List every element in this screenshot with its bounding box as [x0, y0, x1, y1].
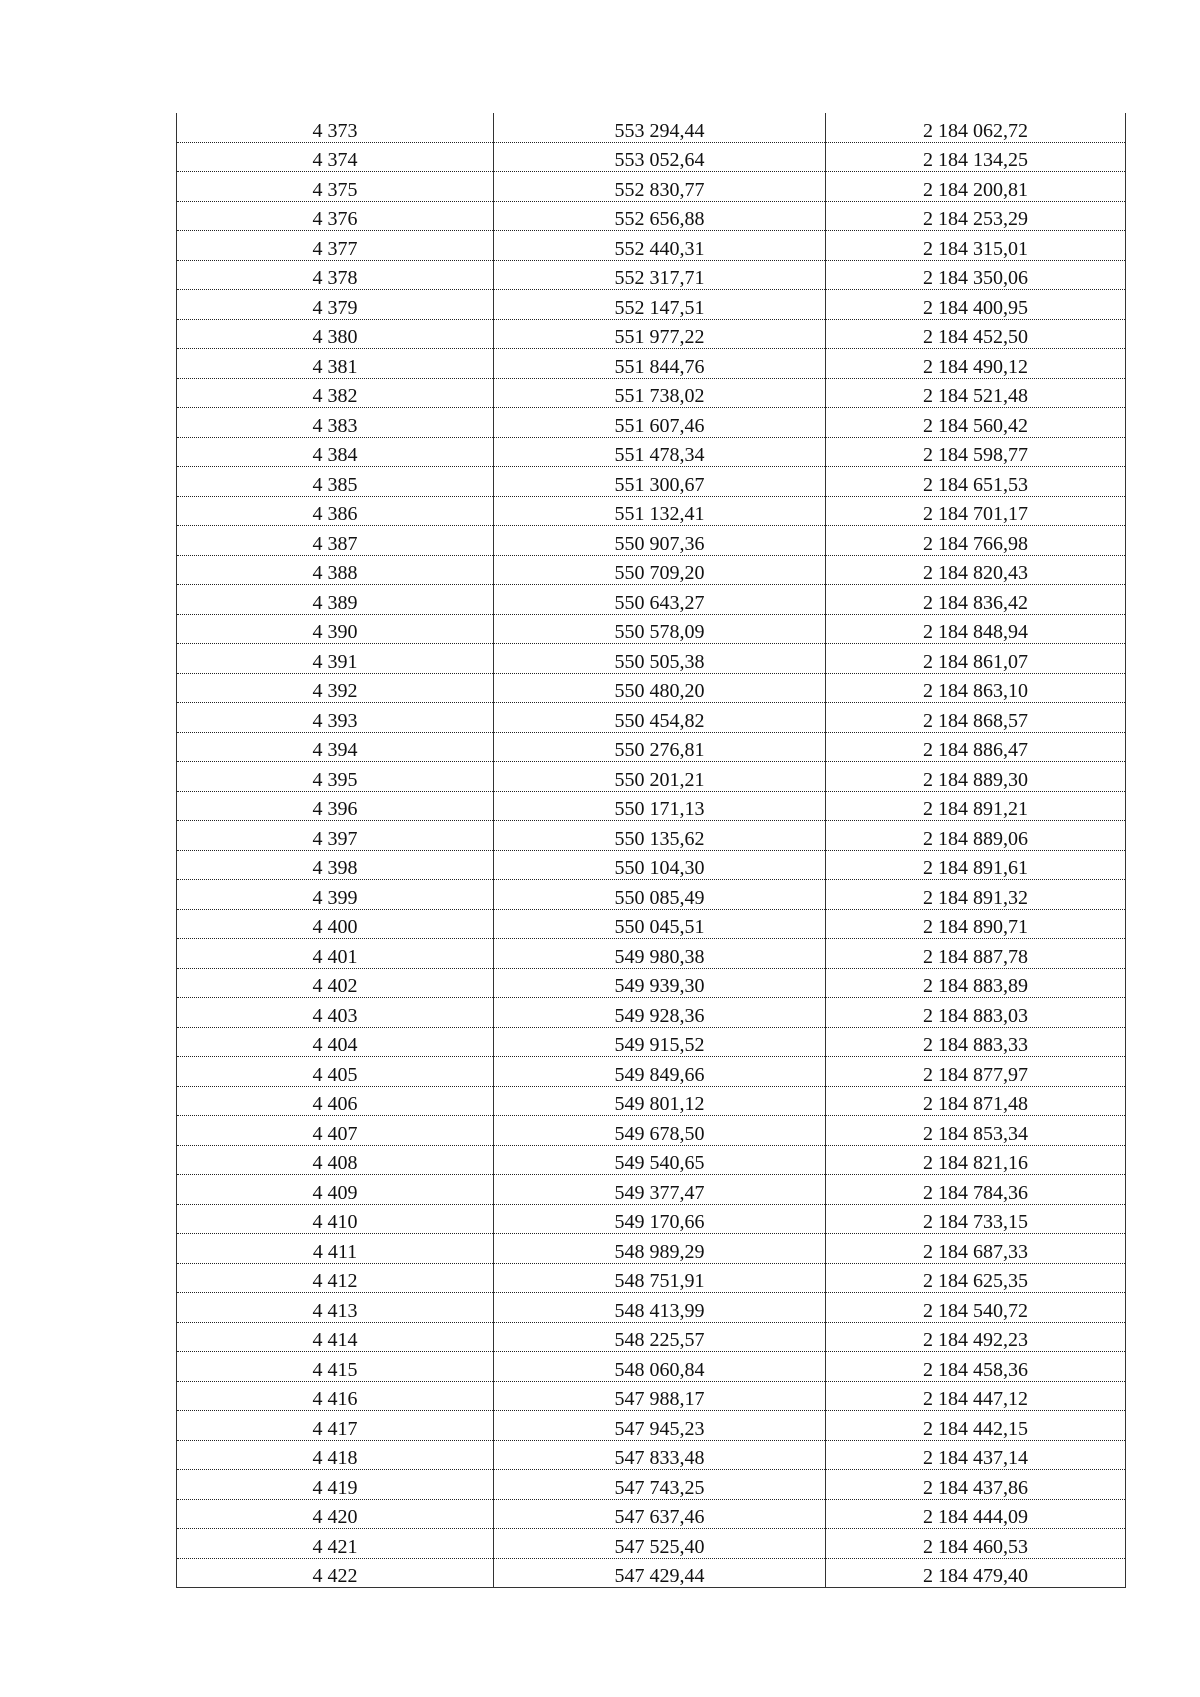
y-coordinate-cell: 2 184 889,06	[826, 821, 1126, 851]
table-row	[177, 762, 1126, 792]
y-coordinate-cell: 2 184 766,98	[826, 526, 1126, 556]
x-coordinate-cell: 553 052,64	[494, 142, 826, 172]
x-coordinate-cell: 548 060,84	[494, 1352, 826, 1382]
x-coordinate-cell: 549 801,12	[494, 1086, 826, 1116]
point-number-cell: 4 406	[177, 1086, 494, 1116]
x-coordinate-cell: 550 201,21	[494, 762, 826, 792]
y-coordinate-cell: 2 184 877,97	[826, 1057, 1126, 1087]
point-number-cell: 4 388	[177, 555, 494, 585]
y-coordinate-cell: 2 184 651,53	[826, 467, 1126, 497]
x-coordinate-cell: 552 656,88	[494, 201, 826, 231]
y-coordinate-cell: 2 184 883,33	[826, 1027, 1126, 1057]
point-number-cell: 4 403	[177, 998, 494, 1028]
x-coordinate-cell: 550 480,20	[494, 673, 826, 703]
point-number-cell: 4 413	[177, 1293, 494, 1323]
y-coordinate-cell: 2 184 836,42	[826, 585, 1126, 615]
x-coordinate-cell: 549 915,52	[494, 1027, 826, 1057]
x-coordinate-cell: 549 928,36	[494, 998, 826, 1028]
y-coordinate-cell: 2 184 560,42	[826, 408, 1126, 438]
table-row	[177, 1027, 1126, 1057]
point-number-cell: 4 398	[177, 850, 494, 880]
table-row	[177, 142, 1126, 172]
y-coordinate-cell: 2 184 447,12	[826, 1381, 1126, 1411]
y-coordinate-cell: 2 184 883,03	[826, 998, 1126, 1028]
table-row	[177, 408, 1126, 438]
x-coordinate-cell: 547 429,44	[494, 1558, 826, 1588]
point-number-cell: 4 386	[177, 496, 494, 526]
point-number-cell: 4 392	[177, 673, 494, 703]
y-coordinate-cell: 2 184 871,48	[826, 1086, 1126, 1116]
y-coordinate-cell: 2 184 890,71	[826, 909, 1126, 939]
table-row	[177, 1352, 1126, 1382]
point-number-cell: 4 420	[177, 1499, 494, 1529]
x-coordinate-cell: 550 578,09	[494, 614, 826, 644]
table-row	[177, 1411, 1126, 1441]
x-coordinate-cell: 547 743,25	[494, 1470, 826, 1500]
y-coordinate-cell: 2 184 625,35	[826, 1263, 1126, 1293]
y-coordinate-cell: 2 184 400,95	[826, 290, 1126, 320]
y-coordinate-cell: 2 184 492,23	[826, 1322, 1126, 1352]
table-row	[177, 673, 1126, 703]
x-coordinate-cell: 548 413,99	[494, 1293, 826, 1323]
point-number-cell: 4 399	[177, 880, 494, 910]
table-row	[177, 1381, 1126, 1411]
table-row	[177, 1145, 1126, 1175]
table-row	[177, 880, 1126, 910]
x-coordinate-cell: 549 540,65	[494, 1145, 826, 1175]
x-coordinate-cell: 550 135,62	[494, 821, 826, 851]
y-coordinate-cell: 2 184 887,78	[826, 939, 1126, 969]
x-coordinate-cell: 552 440,31	[494, 231, 826, 261]
point-number-cell: 4 375	[177, 172, 494, 202]
table-row	[177, 968, 1126, 998]
point-number-cell: 4 381	[177, 349, 494, 379]
y-coordinate-cell: 2 184 733,15	[826, 1204, 1126, 1234]
table-row	[177, 1263, 1126, 1293]
table-row	[177, 703, 1126, 733]
point-number-cell: 4 393	[177, 703, 494, 733]
point-number-cell: 4 382	[177, 378, 494, 408]
table-row	[177, 1086, 1126, 1116]
table-row	[177, 585, 1126, 615]
y-coordinate-cell: 2 184 820,43	[826, 555, 1126, 585]
y-coordinate-cell: 2 184 460,53	[826, 1529, 1126, 1559]
point-number-cell: 4 380	[177, 319, 494, 349]
y-coordinate-cell: 2 184 853,34	[826, 1116, 1126, 1146]
point-number-cell: 4 396	[177, 791, 494, 821]
table-row	[177, 1322, 1126, 1352]
point-number-cell: 4 411	[177, 1234, 494, 1264]
point-number-cell: 4 416	[177, 1381, 494, 1411]
x-coordinate-cell: 553 294,44	[494, 113, 826, 142]
point-number-cell: 4 383	[177, 408, 494, 438]
table-row	[177, 998, 1126, 1028]
table-row	[177, 1529, 1126, 1559]
table-row	[177, 231, 1126, 261]
y-coordinate-cell: 2 184 253,29	[826, 201, 1126, 231]
x-coordinate-cell: 549 170,66	[494, 1204, 826, 1234]
table-row	[177, 1293, 1126, 1323]
x-coordinate-cell: 551 844,76	[494, 349, 826, 379]
table-row	[177, 201, 1126, 231]
table-row	[177, 821, 1126, 851]
point-number-cell: 4 389	[177, 585, 494, 615]
x-coordinate-cell: 550 643,27	[494, 585, 826, 615]
x-coordinate-cell: 551 738,02	[494, 378, 826, 408]
x-coordinate-cell: 549 980,38	[494, 939, 826, 969]
y-coordinate-cell: 2 184 863,10	[826, 673, 1126, 703]
point-number-cell: 4 415	[177, 1352, 494, 1382]
y-coordinate-cell: 2 184 062,72	[826, 113, 1126, 142]
point-number-cell: 4 401	[177, 939, 494, 969]
y-coordinate-cell: 2 184 134,25	[826, 142, 1126, 172]
x-coordinate-cell: 550 505,38	[494, 644, 826, 674]
coordinates-table-body	[177, 113, 1126, 1588]
x-coordinate-cell: 550 454,82	[494, 703, 826, 733]
x-coordinate-cell: 547 945,23	[494, 1411, 826, 1441]
table-row	[177, 1499, 1126, 1529]
point-number-cell: 4 404	[177, 1027, 494, 1057]
point-number-cell: 4 410	[177, 1204, 494, 1234]
y-coordinate-cell: 2 184 868,57	[826, 703, 1126, 733]
table-row	[177, 526, 1126, 556]
y-coordinate-cell: 2 184 350,06	[826, 260, 1126, 290]
y-coordinate-cell: 2 184 437,14	[826, 1440, 1126, 1470]
point-number-cell: 4 408	[177, 1145, 494, 1175]
x-coordinate-cell: 548 751,91	[494, 1263, 826, 1293]
x-coordinate-cell: 550 171,13	[494, 791, 826, 821]
point-number-cell: 4 377	[177, 231, 494, 261]
x-coordinate-cell: 550 045,51	[494, 909, 826, 939]
y-coordinate-cell: 2 184 883,89	[826, 968, 1126, 998]
x-coordinate-cell: 550 276,81	[494, 732, 826, 762]
table-row	[177, 1175, 1126, 1205]
x-coordinate-cell: 549 678,50	[494, 1116, 826, 1146]
table-row	[177, 172, 1126, 202]
y-coordinate-cell: 2 184 687,33	[826, 1234, 1126, 1264]
table-row	[177, 791, 1126, 821]
x-coordinate-cell: 549 377,47	[494, 1175, 826, 1205]
point-number-cell: 4 397	[177, 821, 494, 851]
point-number-cell: 4 390	[177, 614, 494, 644]
y-coordinate-cell: 2 184 437,86	[826, 1470, 1126, 1500]
point-number-cell: 4 405	[177, 1057, 494, 1087]
y-coordinate-cell: 2 184 458,36	[826, 1352, 1126, 1382]
table-row	[177, 319, 1126, 349]
y-coordinate-cell: 2 184 598,77	[826, 437, 1126, 467]
point-number-cell: 4 387	[177, 526, 494, 556]
coordinates-table	[176, 113, 1126, 1588]
point-number-cell: 4 414	[177, 1322, 494, 1352]
table-row	[177, 644, 1126, 674]
table-row	[177, 437, 1126, 467]
x-coordinate-cell: 551 478,34	[494, 437, 826, 467]
table-row	[177, 909, 1126, 939]
point-number-cell: 4 395	[177, 762, 494, 792]
table-row	[177, 113, 1126, 142]
x-coordinate-cell: 552 830,77	[494, 172, 826, 202]
y-coordinate-cell: 2 184 784,36	[826, 1175, 1126, 1205]
point-number-cell: 4 378	[177, 260, 494, 290]
x-coordinate-cell: 547 525,40	[494, 1529, 826, 1559]
x-coordinate-cell: 547 637,46	[494, 1499, 826, 1529]
y-coordinate-cell: 2 184 540,72	[826, 1293, 1126, 1323]
point-number-cell: 4 421	[177, 1529, 494, 1559]
point-number-cell: 4 384	[177, 437, 494, 467]
table-row	[177, 467, 1126, 497]
point-number-cell: 4 394	[177, 732, 494, 762]
x-coordinate-cell: 550 085,49	[494, 880, 826, 910]
y-coordinate-cell: 2 184 490,12	[826, 349, 1126, 379]
table-row	[177, 1470, 1126, 1500]
point-number-cell: 4 391	[177, 644, 494, 674]
y-coordinate-cell: 2 184 479,40	[826, 1558, 1126, 1588]
x-coordinate-cell: 549 939,30	[494, 968, 826, 998]
table-row	[177, 1558, 1126, 1588]
table-row	[177, 1057, 1126, 1087]
x-coordinate-cell: 547 988,17	[494, 1381, 826, 1411]
y-coordinate-cell: 2 184 889,30	[826, 762, 1126, 792]
y-coordinate-cell: 2 184 442,15	[826, 1411, 1126, 1441]
point-number-cell: 4 422	[177, 1558, 494, 1588]
y-coordinate-cell: 2 184 200,81	[826, 172, 1126, 202]
point-number-cell: 4 374	[177, 142, 494, 172]
table-row	[177, 349, 1126, 379]
y-coordinate-cell: 2 184 891,61	[826, 850, 1126, 880]
y-coordinate-cell: 2 184 452,50	[826, 319, 1126, 349]
table-row	[177, 378, 1126, 408]
point-number-cell: 4 385	[177, 467, 494, 497]
y-coordinate-cell: 2 184 891,32	[826, 880, 1126, 910]
x-coordinate-cell: 549 849,66	[494, 1057, 826, 1087]
point-number-cell: 4 417	[177, 1411, 494, 1441]
point-number-cell: 4 412	[177, 1263, 494, 1293]
point-number-cell: 4 407	[177, 1116, 494, 1146]
table-row	[177, 496, 1126, 526]
x-coordinate-cell: 550 104,30	[494, 850, 826, 880]
table-row	[177, 939, 1126, 969]
x-coordinate-cell: 551 300,67	[494, 467, 826, 497]
y-coordinate-cell: 2 184 886,47	[826, 732, 1126, 762]
table-row	[177, 290, 1126, 320]
y-coordinate-cell: 2 184 861,07	[826, 644, 1126, 674]
x-coordinate-cell: 552 147,51	[494, 290, 826, 320]
point-number-cell: 4 419	[177, 1470, 494, 1500]
y-coordinate-cell: 2 184 444,09	[826, 1499, 1126, 1529]
x-coordinate-cell: 552 317,71	[494, 260, 826, 290]
y-coordinate-cell: 2 184 315,01	[826, 231, 1126, 261]
table-row	[177, 260, 1126, 290]
point-number-cell: 4 418	[177, 1440, 494, 1470]
x-coordinate-cell: 550 709,20	[494, 555, 826, 585]
table-row	[177, 850, 1126, 880]
y-coordinate-cell: 2 184 848,94	[826, 614, 1126, 644]
x-coordinate-cell: 551 132,41	[494, 496, 826, 526]
point-number-cell: 4 400	[177, 909, 494, 939]
x-coordinate-cell: 550 907,36	[494, 526, 826, 556]
table-row	[177, 555, 1126, 585]
table-row	[177, 614, 1126, 644]
x-coordinate-cell: 551 977,22	[494, 319, 826, 349]
point-number-cell: 4 402	[177, 968, 494, 998]
x-coordinate-cell: 548 989,29	[494, 1234, 826, 1264]
x-coordinate-cell: 548 225,57	[494, 1322, 826, 1352]
x-coordinate-cell: 551 607,46	[494, 408, 826, 438]
y-coordinate-cell: 2 184 521,48	[826, 378, 1126, 408]
point-number-cell: 4 409	[177, 1175, 494, 1205]
table-row	[177, 1116, 1126, 1146]
point-number-cell: 4 376	[177, 201, 494, 231]
table-row	[177, 1204, 1126, 1234]
x-coordinate-cell: 547 833,48	[494, 1440, 826, 1470]
table-row	[177, 1440, 1126, 1470]
point-number-cell: 4 379	[177, 290, 494, 320]
y-coordinate-cell: 2 184 821,16	[826, 1145, 1126, 1175]
table-row	[177, 732, 1126, 762]
point-number-cell: 4 373	[177, 113, 494, 142]
table-row	[177, 1234, 1126, 1264]
y-coordinate-cell: 2 184 701,17	[826, 496, 1126, 526]
y-coordinate-cell: 2 184 891,21	[826, 791, 1126, 821]
